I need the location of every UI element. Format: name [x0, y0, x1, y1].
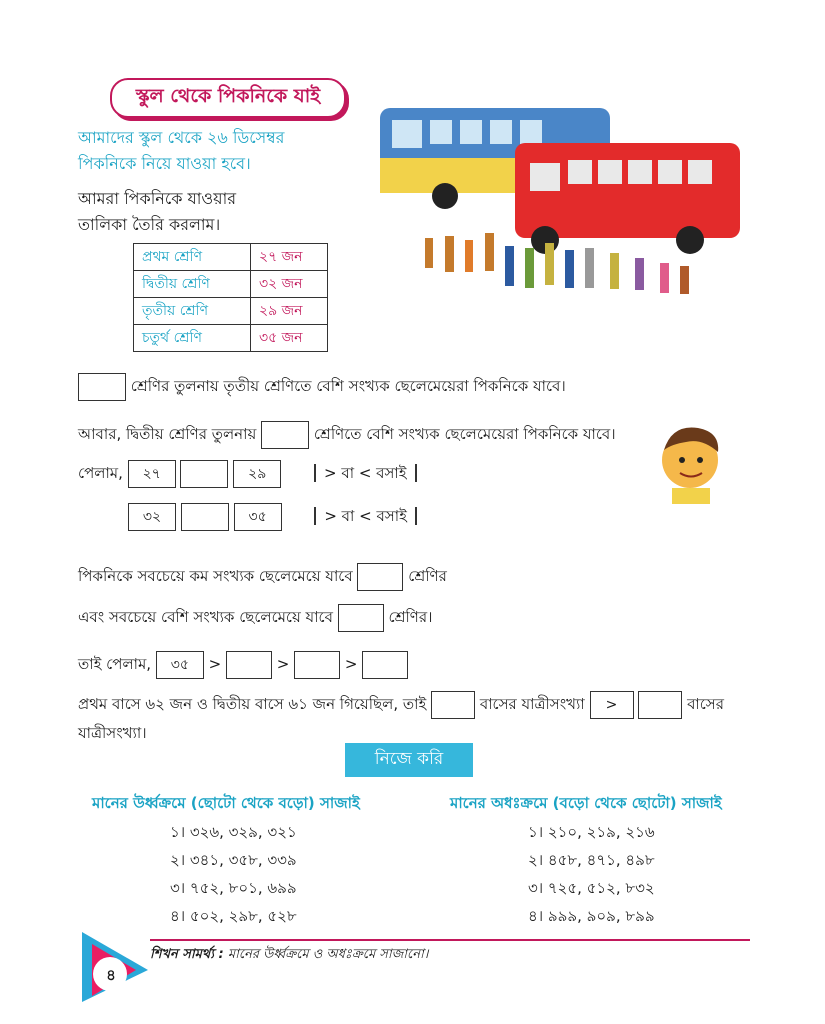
gt-sign: >	[344, 655, 358, 673]
list-item: ৪। ৯৯৯, ৯০৯, ৮৯৯	[528, 907, 655, 925]
table-row	[134, 298, 328, 325]
class-name: চতুর্থ শ্রেণি	[134, 325, 251, 352]
answer-box[interactable]	[357, 563, 403, 591]
answer-box[interactable]	[431, 691, 475, 719]
class-name: প্রথম শ্রেণি	[134, 244, 251, 271]
question-4	[78, 603, 432, 632]
number-box: ৩৫	[234, 503, 282, 531]
q3-text-b: শ্রেণির	[408, 567, 447, 585]
ascending-heading: মানের উর্ধ্বক্রমে (ছোটো থেকে বড়ো) সাজাই	[92, 794, 360, 812]
table-row	[134, 271, 328, 298]
question-3	[78, 562, 447, 591]
q4-text-a: এবং সবচেয়ে বেশি সংখ্যক ছেলেমেয়ে যাবে	[78, 608, 333, 626]
list-item: ৩। ৭৫২, ৮০১, ৬৯৯	[170, 879, 297, 897]
bus-illustration	[370, 88, 750, 328]
descending-list	[528, 818, 655, 930]
class-count: ২৯ জন	[251, 298, 328, 325]
intro-line-1: আমাদের স্কুল থেকে ২৬ ডিসেম্বর	[78, 128, 285, 147]
number-box: ২৯	[233, 460, 281, 488]
comparison-row-1	[78, 459, 417, 488]
q4-text-b: শ্রেণির।	[388, 608, 433, 626]
q5-text-d: যাত্রীসংখ্যা।	[78, 723, 147, 742]
list-intro	[78, 186, 236, 238]
intro-text	[78, 125, 284, 177]
sign-hint: > বা < বসাই	[314, 507, 417, 525]
list-item: ১। ৩২৬, ৩২৯, ৩২১	[170, 823, 297, 841]
list-line-2: তালিকা তৈরি করলাম।	[78, 215, 221, 234]
sign-hint: > বা < বসাই	[314, 464, 417, 482]
pelam-label: পেলাম,	[78, 464, 123, 482]
list-item: ২। ৩৪১, ৩৫৮, ৩৩৯	[170, 851, 297, 869]
answer-box[interactable]	[294, 651, 340, 679]
list-item: ২। ৪৫৮, ৪৭১, ৪৯৮	[528, 851, 655, 869]
list-item: ১। ২১০, ২১৯, ২১৬	[528, 823, 655, 841]
answer-box[interactable]	[338, 604, 384, 632]
class-count: ৩৫ জন	[251, 325, 328, 352]
footer-text: মানের উর্ধ্বক্রমে ও অধঃক্রমে সাজানো।	[227, 947, 429, 962]
descending-heading: মানের অধঃক্রমে (বড়ো থেকে ছোটো) সাজাই	[450, 794, 722, 812]
number-box: ২৭	[128, 460, 176, 488]
answer-box[interactable]	[181, 503, 229, 531]
intro-line-2: পিকনিকে নিয়ে যাওয়া হবে।	[78, 154, 251, 173]
answer-box[interactable]	[261, 421, 309, 449]
answer-box[interactable]	[78, 373, 126, 401]
page-number: ৪	[106, 966, 116, 984]
boy-icon	[650, 418, 740, 508]
page-title: স্কুল থেকে পিকনিকে যাই	[110, 78, 346, 118]
question-1	[78, 372, 566, 401]
answer-box[interactable]	[180, 460, 228, 488]
list-line-1: আমরা পিকনিকে যাওয়ার	[78, 189, 237, 208]
footer-label: শিখন সামর্থ্য :	[150, 947, 224, 962]
q3-text-a: পিকনিকে সবচেয়ে কম সংখ্যক ছেলেমেয়ে যাবে	[78, 567, 353, 585]
class-count: ৩২ জন	[251, 271, 328, 298]
answer-box[interactable]	[638, 691, 682, 719]
number-box: ৩২	[128, 503, 176, 531]
q5-text-b: বাসের যাত্রীসংখ্যা	[479, 695, 585, 713]
list-item: ৪। ৫০২, ২৯৮, ৫২৮	[170, 907, 297, 925]
answer-box[interactable]	[226, 651, 272, 679]
gt-sign: >	[276, 655, 290, 673]
class-name: দ্বিতীয় শ্রেণি	[134, 271, 251, 298]
tai-pelam-label: তাই পেলাম,	[78, 655, 152, 673]
footer-note	[150, 945, 428, 966]
number-box: ৩৫	[156, 651, 204, 679]
list-item: ৩। ৭২৫, ৫১২, ৮৩২	[528, 879, 655, 897]
nije-kori-label: নিজে করি	[345, 743, 473, 777]
table-row	[134, 244, 328, 271]
class-count: ২৭ জন	[251, 244, 328, 271]
ascending-list	[170, 818, 297, 930]
gt-sign: >	[208, 655, 222, 673]
comparison-row-2	[128, 502, 417, 531]
gt-box: >	[590, 691, 634, 719]
q1-text: শ্রেণির তুলনায় তৃতীয় শ্রেণিতে বেশি সংখ্যক ছেলেমেয়েরা পিকনিকে যাবে।	[130, 377, 566, 395]
footer-divider	[150, 939, 750, 941]
table-row	[134, 325, 328, 352]
q5-text-a: প্রথম বাসে ৬২ জন ও দ্বিতীয় বাসে ৬১ জন গিয়েছিল, তাই	[78, 695, 427, 713]
q5-text-c: বাসের	[687, 695, 724, 713]
class-table	[133, 243, 328, 352]
q2-text-a: আবার, দ্বিতীয় শ্রেণির তুলনায়	[78, 425, 257, 443]
question-2	[78, 420, 616, 449]
order-row	[78, 650, 408, 679]
class-name: তৃতীয় শ্রেণি	[134, 298, 251, 325]
answer-box[interactable]	[362, 651, 408, 679]
red-bus-icon	[515, 143, 740, 254]
q2-text-b: শ্রেণিতে বেশি সংখ্যক ছেলেমেয়েরা পিকনিকে যাবে।	[313, 425, 616, 443]
question-5	[78, 690, 758, 747]
